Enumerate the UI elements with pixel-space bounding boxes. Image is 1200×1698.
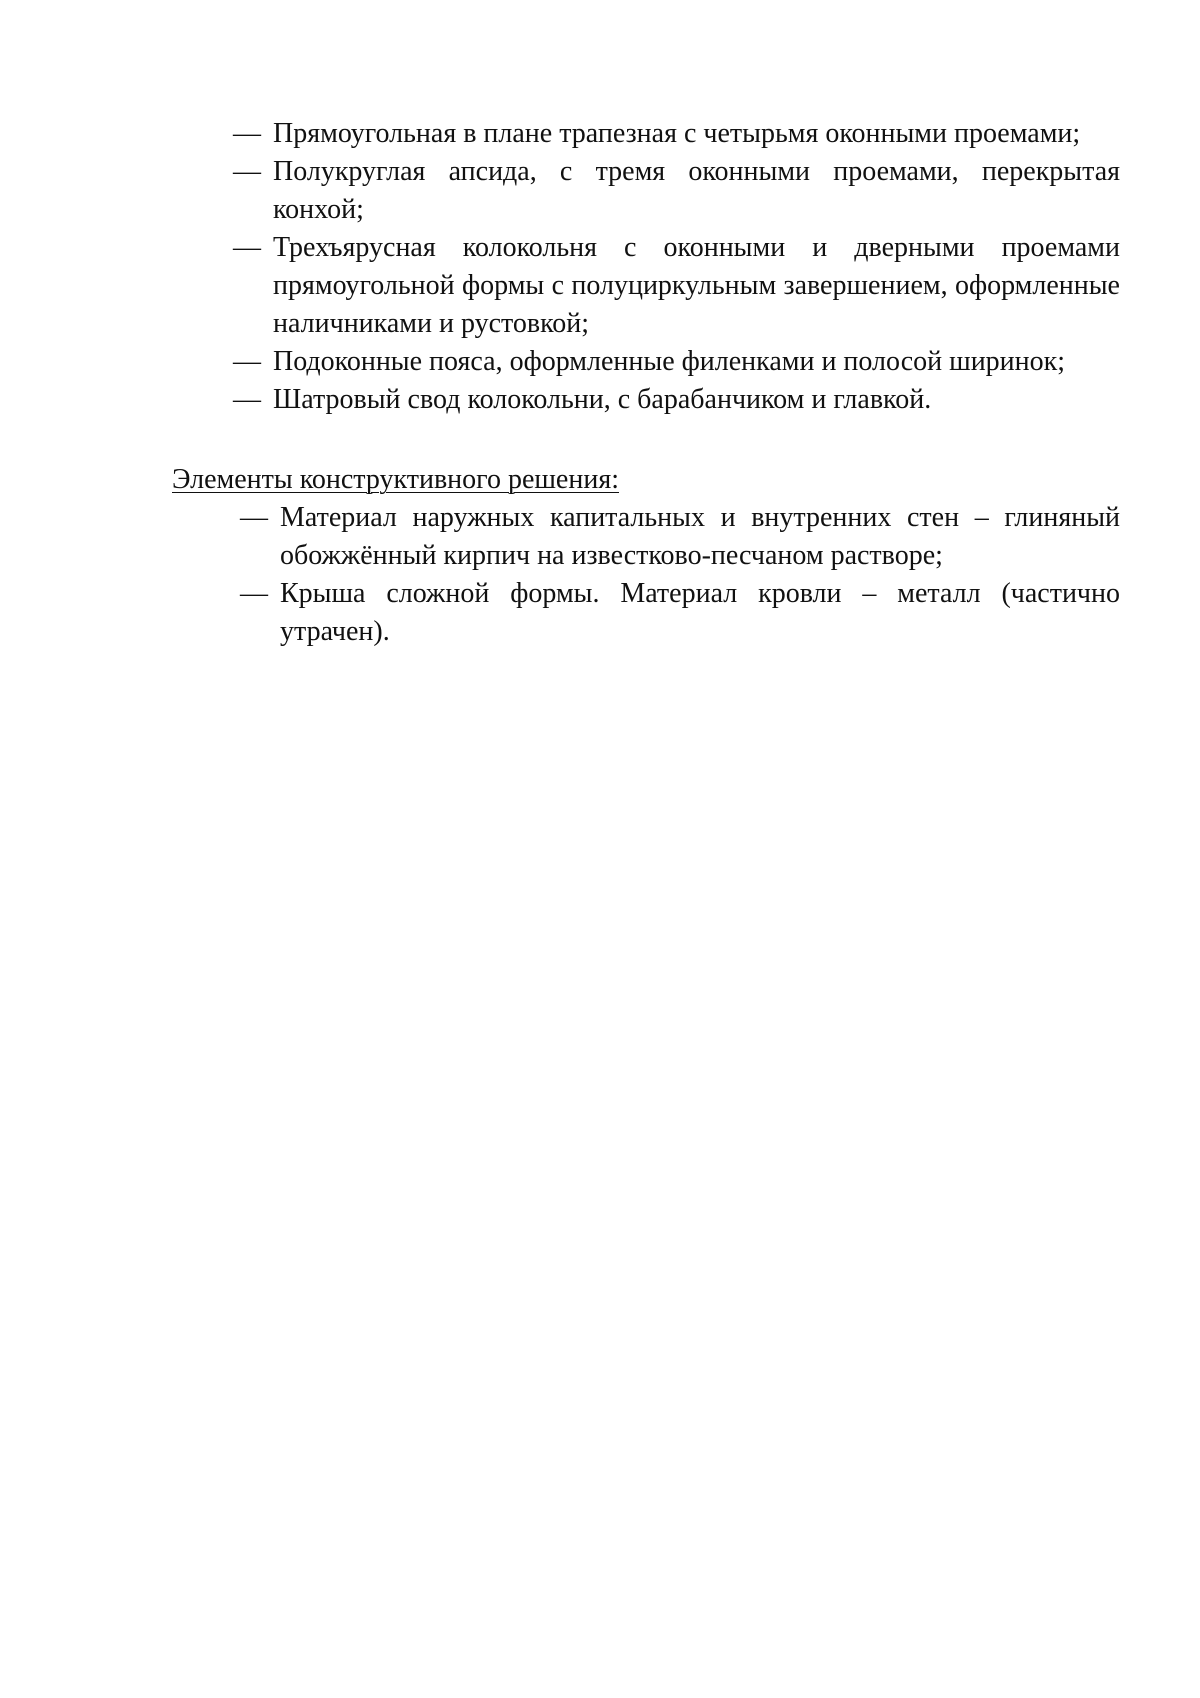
- list-item: [233, 115, 1120, 153]
- dash-bullet: —: [240, 502, 268, 533]
- list-item-text: Шатровый свод колокольни, с барабанчиком и главкой.: [273, 384, 932, 415]
- list-item: [233, 381, 1120, 419]
- list-item-text: Крыша сложной формы. Материал кровли – металл (частично утрачен).: [280, 578, 1120, 647]
- list-item-text: Прямоугольная в плане трапезная с четырьмя оконными проемами;: [273, 118, 1081, 149]
- dash-bullet: —: [233, 118, 261, 149]
- dash-bullet: —: [233, 232, 261, 263]
- list-item: [233, 153, 1120, 229]
- list-item: [240, 575, 1120, 651]
- dash-bullet: —: [233, 384, 261, 415]
- dash-bullet: —: [240, 578, 268, 609]
- list-item: [240, 499, 1120, 575]
- dash-bullet: —: [233, 156, 261, 187]
- list-item-text: Трехъярусная колокольня с оконными и дверными проемами прямоугольной формы с полуциркульным завершением, оформленные наличниками и рустовкой;: [273, 232, 1120, 339]
- architectural-features-list: [233, 115, 1120, 419]
- list-item: [233, 343, 1120, 381]
- list-item: [233, 229, 1120, 343]
- list-item-text: Материал наружных капитальных и внутренних стен – глиняный обожжённый кирпич на известково-песчаном растворе;: [280, 502, 1120, 571]
- structural-elements-list: [240, 499, 1120, 651]
- list-item-text: Полукруглая апсида, с тремя оконными проемами, перекрытая конхой;: [273, 156, 1120, 225]
- section-heading: Элементы конструктивного решения:: [172, 464, 619, 495]
- dash-bullet: —: [233, 346, 261, 377]
- list-item-text: Подоконные пояса, оформленные филенками и полосой ширинок;: [273, 346, 1066, 377]
